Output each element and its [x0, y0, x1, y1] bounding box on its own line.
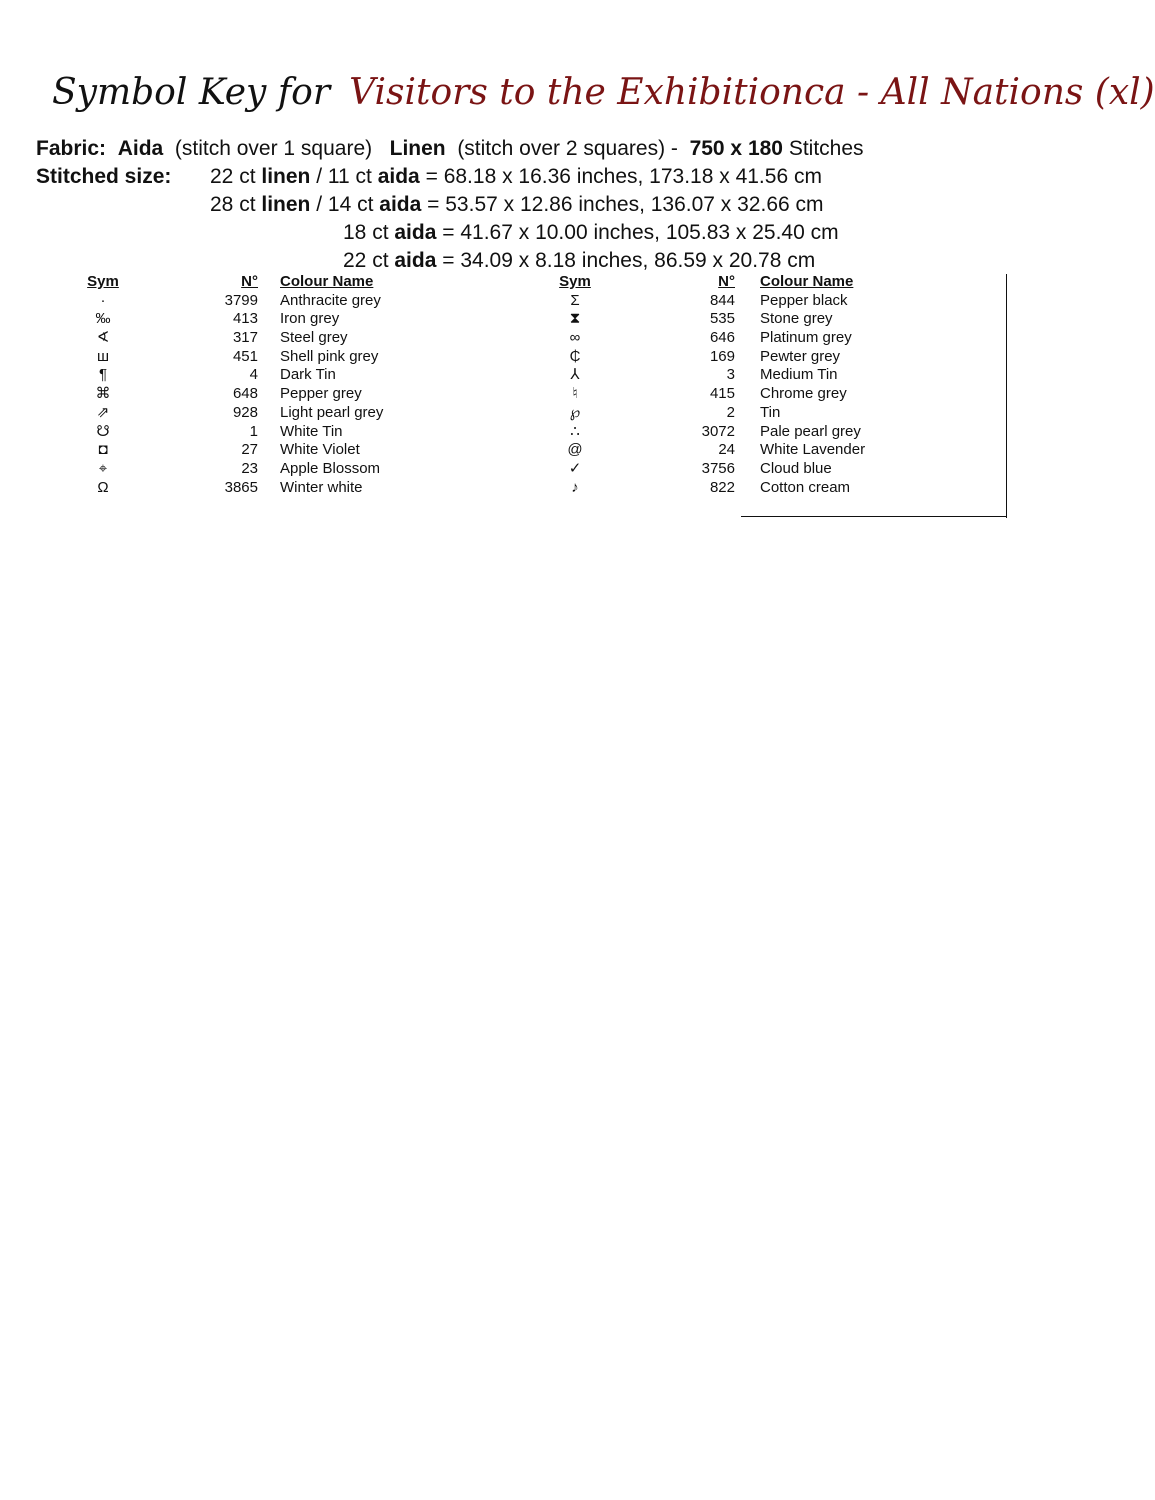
thread-number-cell: 646 — [709, 329, 735, 347]
colour-name-cell: Shell pink grey — [280, 347, 379, 365]
header-num: N° — [718, 273, 735, 290]
colour-name-cell: Dark Tin — [280, 366, 336, 384]
header-sym: Sym — [559, 273, 591, 290]
header-num: N° — [241, 273, 258, 290]
symbol-cell: ⇗ — [96, 403, 110, 421]
symbol-cell: ¶ — [98, 366, 108, 384]
fabric-aida: Aida — [117, 137, 164, 160]
thread-number-cell: 451 — [232, 347, 258, 365]
thread-number-cell: 1 — [249, 422, 258, 440]
symbol-cell: ✓ — [568, 459, 582, 477]
symbol-cell: ♪ — [571, 478, 579, 496]
thread-number-cell: 3 — [726, 366, 735, 384]
stitched-size-line-1: 22 ct linen / 11 ct aida = 68.18 x 16.36 inches, 173.18 x 41.56 cm — [210, 165, 822, 188]
colour-name-cell: White Lavender — [760, 441, 866, 459]
table-border-bottom — [741, 516, 1007, 517]
thread-number-cell: 415 — [709, 385, 735, 403]
thread-number-cell: 27 — [241, 441, 258, 459]
stitched-size-label: Stitched size: — [36, 165, 172, 188]
symbol-cell: ₵ — [569, 347, 581, 365]
thread-number-cell: 3865 — [224, 478, 258, 496]
symbol-cell: · — [100, 291, 106, 309]
fabric-linen-note: (stitch over 2 squares) - — [457, 137, 678, 160]
colour-name-cell: Platinum grey — [760, 329, 852, 347]
colour-name-cell: White Violet — [280, 441, 360, 459]
symbol-cell: ∞ — [569, 329, 581, 347]
colour-name-cell: Pewter grey — [760, 347, 841, 365]
colour-name-cell: Chrome grey — [760, 385, 847, 403]
thread-number-cell: 317 — [232, 329, 258, 347]
colour-name-cell: Pepper black — [760, 291, 848, 309]
stitch-count: 750 x 180 — [689, 137, 783, 160]
symbol-cell: ш — [96, 347, 110, 365]
symbol-cell: ‰ — [95, 310, 111, 328]
colour-name-cell: White Tin — [280, 422, 343, 440]
symbol-cell: ∴ — [570, 422, 580, 440]
colour-name-cell: Winter white — [280, 478, 363, 496]
colour-name-cell: Medium Tin — [760, 366, 838, 384]
header-name: Colour Name — [760, 273, 854, 290]
stitched-size-line-3: 18 ct aida = 41.67 x 10.00 inches, 105.83 x 25.40 cm — [343, 221, 839, 244]
symbol-cell: ☋ — [96, 422, 110, 440]
thread-number-cell: 822 — [709, 478, 735, 496]
fabric-line — [36, 135, 864, 163]
colour-name-cell: Light pearl grey — [280, 403, 384, 421]
page-title — [52, 72, 1155, 113]
symbol-cell: ♮ — [572, 385, 578, 403]
thread-number-cell: 23 — [241, 459, 258, 477]
header-name: Colour Name — [280, 273, 374, 290]
title-lead: Symbol Key for — [52, 72, 331, 113]
thread-number-cell: 3072 — [701, 422, 735, 440]
colour-name-cell: Pale pearl grey — [760, 422, 861, 440]
colour-name-cell: Apple Blossom — [280, 459, 381, 477]
fabric-aida-note: (stitch over 1 square) — [174, 137, 373, 160]
symbol-cell: ⧗ — [569, 310, 581, 328]
symbol-cell: ⅄ — [570, 366, 580, 384]
thread-number-cell: 648 — [232, 385, 258, 403]
fabric-label: Fabric: — [36, 137, 107, 160]
header-sym: Sym — [87, 273, 119, 290]
stitch-unit: Stitches — [788, 137, 864, 160]
colour-name-cell: Pepper grey — [280, 385, 362, 403]
colour-name-cell: Cloud blue — [760, 459, 832, 477]
thread-number-cell: 2 — [726, 403, 735, 421]
thread-number-cell: 844 — [709, 291, 735, 309]
symbol-cell: ℘ — [569, 403, 581, 421]
table-border-right — [1006, 274, 1007, 518]
symbol-cell: ⌘ — [95, 385, 111, 403]
symbol-cell: Σ — [570, 291, 580, 309]
symbol-cell: ◘ — [98, 441, 108, 459]
pattern-name: Visitors to the Exhibitionca - All Nations (xl) — [349, 72, 1155, 113]
thread-number-cell: 3799 — [224, 291, 258, 309]
fabric-linen: Linen — [389, 137, 446, 160]
symbol-cell: ∢ — [96, 329, 110, 347]
thread-number-cell: 4 — [249, 366, 258, 384]
thread-number-cell: 535 — [709, 310, 735, 328]
colour-name-cell: Cotton cream — [760, 478, 851, 496]
colour-name-cell: Steel grey — [280, 329, 348, 347]
symbol-cell: ⌖ — [98, 459, 108, 477]
stitched-size-line-4: 22 ct aida = 34.09 x 8.18 inches, 86.59 x 20.78 cm — [343, 249, 816, 272]
thread-number-cell: 24 — [718, 441, 735, 459]
colour-name-cell: Iron grey — [280, 310, 340, 328]
thread-number-cell: 413 — [232, 310, 258, 328]
colour-name-cell: Stone grey — [760, 310, 833, 328]
symbol-cell: @ — [567, 441, 583, 459]
colour-name-cell: Anthracite grey — [280, 291, 381, 309]
thread-number-cell: 928 — [232, 403, 258, 421]
stitched-size-line-2: 28 ct linen / 14 ct aida = 53.57 x 12.86 inches, 136.07 x 32.66 cm — [210, 193, 824, 216]
thread-number-cell: 169 — [709, 347, 735, 365]
colour-name-cell: Tin — [760, 403, 781, 421]
thread-number-cell: 3756 — [701, 459, 735, 477]
symbol-cell: Ω — [97, 478, 109, 496]
